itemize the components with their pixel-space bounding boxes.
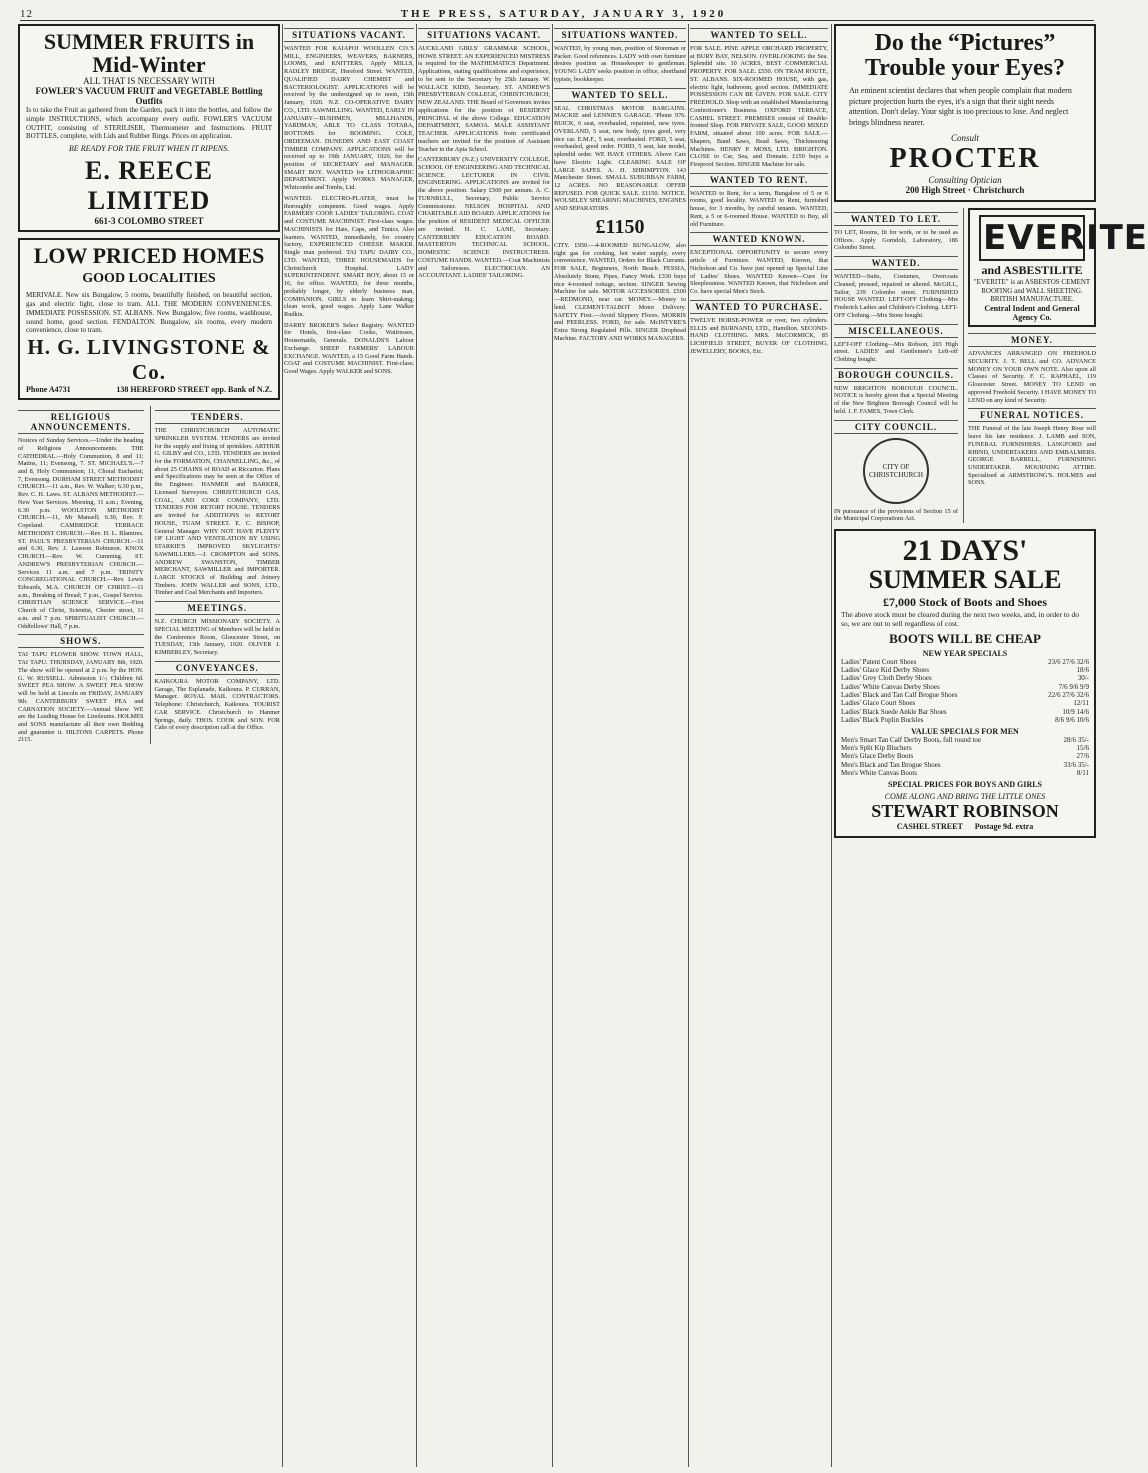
ad-title: 21 DAYS' (902, 534, 1028, 568)
borough-notices: NEW BRIGHTON BOROUGH COUNCIL. NOTICE is hereby given that a Special Meeting of the New Brighton Borough Council will be held. J. F. FAMES, Town Clerk. (834, 384, 958, 415)
situations-vacant-b: WANTED. ELECTRO-PLATER, must be thoroughly competent. Good wages. Apply FARMERS' COOP. LADIES' TAILORING. COAT and COSTUME MACHINIST. First-class wages. MACHINISTS for Hats, Caps, and Tunics. Also learners. WANTED, immediately, for country factory, EXPERIENCED CHEESE MAKER. Single man preferred. TAI TAPU DAIRY CO., LTD. WANTED, THREE HOUSEMAIDS for Christchurch Hospital. LADY SUPERINTENDENT. SMART BOY, about 15 or 16, for office. WANTED, for three months, probably longer, by elderly business man, COMPANION. GIRLS to learn Shirt-making; clean work, good wages. Apply Lane Walker Rudkin. (284, 194, 414, 318)
everite-ad (968, 208, 1148, 327)
ad-address: CASHEL STREET (896, 821, 963, 831)
section-heading: WANTED TO PURCHASE. (690, 300, 828, 314)
sale-item-price: 30/- (1077, 674, 1089, 683)
situations-vacant-c: DARBY BROKER'S Select Registry. WANTED for Hotels, first-class Cooks, Waitresses, Housemaids, Generals. DONALDS'S Labour Exchange. SHEEP FARMERS' LABOUR EXCHANGE. WANTED, a 15 Good Farm Hands. COAT and COSTUME MACHINIST. First-class; Good Wages. Apply WALKER and SONS. (284, 321, 414, 376)
funeral-notices: THE Funeral of the late Joseph Henry Rose will leave his late residence. J. LAMB and SON, FUNERAL FURNISHERS. LANGFORD and RHIND, UNDERTAKERS AND EMBALMERS. GEORGE BARRELL, FURNISHING UNDERTAKER. MOURNING ATTIRE. Specialised at ARMSTRONG'S. HOLMES and SONS. (968, 425, 1096, 487)
sale-item-row (841, 744, 1089, 752)
sale-item-name: Ladies' White Canvas Derby Shoes (841, 682, 940, 691)
ad-tagline: BE READY FOR THE FRUIT WHEN IT RIPENS. (68, 144, 230, 154)
sale-item-name: Ladies' Grey Cloth Derby Shoes (841, 674, 932, 683)
ad-subtitle: and ASBESTILITE (981, 262, 1083, 277)
ad-subtitle: ALL THAT IS NECESSARY WITH (83, 76, 215, 87)
ad-postage: Postage 9d. extra (974, 821, 1034, 831)
section-heading: MONEY. (968, 333, 1096, 347)
masthead-title: THE PRESS, SATURDAY, JANUARY 3, 1920 (400, 8, 727, 20)
tenders-notices: THE CHRISTCHURCH AUTOMATIC SPRINKLER SYSTEM. TENDERS are invited for the supply and fixing of sprinklers. ARTHUR G. GILBY and CO., LTD. TENDERS are invited for the FORMATION, CHANNELLING, &c., of about 25 CHAINS of ROAD at Riccarton. Plans and Specifications may be seen at the Office of the Engineer. HANMER and BARKER, Licensed Surveyors. CHRISTCHURCH GAS, COAL, AND COKE COMPANY, LTD. TENDERS FOR RETORT HOUSE. TENDERS are invited for ADDITIONS to RETORT HOUSE, TUAM STREET. E. C. BISHOP, General Manager. WHY NOT HAVE PLENTY OF LIGHT AND VENTILATION BY USING STARKIE'S IMPROVED SKYLIGHTS? SAWMILLERS.—J. CROMPTON and SONS. ANDREW SWANSTON, TIMBER MERCHANT, SAWMILLER and IMPORTER. LARGE STOCKS of Building and Joinery Timbers. JOHN WALLER and SONS, LTD., Timber and Coal Merchants and Importers. (154, 427, 280, 597)
ad-body: "EVERITE" is an ASBESTOS CEMENT ROOFING and WALL SHEETING. BRITISH MANUFACTURE. (973, 277, 1091, 304)
sale-item-price: 8/11 (1076, 769, 1089, 778)
men-items-list (841, 736, 1089, 778)
city-seal-icon (863, 438, 929, 504)
wanted-to-sell-c: FOR SALE. PINE APPLE ORCHARD PROPERTY, at BURY BAY, NELSON. OVERLOOKING the Sea. Splendid site. 10 ACRES, BEST COMMERCIAL PROPERTY. FOR SALE. £550. ON TRAM ROUTE, ST. ALBANS. SIX-ROOMED HOUSE, with gas, electric light, bathroom, good section. IMMEDIATE POSSESSION CAN BE GIVEN. FOR SALE. CITY FREEHOLD. Shop with an established Manufacturing Confectioner's Business. OXFORD TERRACE, CASHEL STREET. PREMISES consist of Double-fronted Shop. FOR PRIVATE SALE, GOOD MIXED FARM, situated about 100 acres. FOR SALE.—Shapers, Band Saws, Bead Saws, Thicknessing Machines. HENRY P. MOSS, LTD. BRIGHTON. CLOSE to Car, Sea, and Domain. £150 buys a Fireproof Section. SINGER Machine for sale. (690, 45, 828, 169)
sale-item-name: Men's Glace Derby Boots (841, 752, 914, 761)
sale-item-price: 15/6 (1076, 744, 1089, 753)
section-heading: MISCELLANEOUS. (834, 324, 958, 338)
sale-item-row (841, 683, 1089, 691)
sale-item-name: Ladies' Glace Kid Derby Shoes (841, 665, 929, 674)
sale-item-row (841, 699, 1089, 707)
situations-vacant-e: CANTERBURY (N.Z.) UNIVERSITY COLLEGE. SCHOOL OF ENGINEERING AND TECHNICAL SCIENCE. LECTURER IN CIVIL ENGINEERING. APPLICATIONS are invited for the above position. Salary £500 per annum. A. C. TURNBULL, Secretary, Public Service Commissioner. NELSON HOSPITAL AND CHARITABLE AID BOARD. APPLICATIONS for the position of RESIDENT MEDICAL OFFICER are invited. H. C. LANE, Secretary. CANTERBURY EDUCATION BOARD. MASTERTON TECHNICAL SCHOOL. DOMESTIC SCIENCE INSTRUCTRESS. COSTUME HANDS. WANTED.—Coat Machinists and Tailoresses. ELECTRICIAN. AN ACCOUNTANT. LADIES' TAILORING. (418, 156, 550, 280)
page-number: 12 (20, 8, 33, 20)
summer-fruits-ad (18, 24, 280, 232)
section-heading: FUNERAL NOTICES. (968, 408, 1096, 422)
sale-item-name: Ladies' Black Suede Ankle Bar Shoes (841, 707, 947, 716)
meetings-notices: N.Z. CHURCH MISSIONARY SOCIETY. A SPECIAL MEETING of Members will be held in the Conference Room, Gloucester Street, on TUESDAY, 13th January, 1920. OLIVER J. KIMBERLEY, Secretary. (154, 618, 280, 657)
column-4 (418, 24, 550, 1467)
sale-item-price: 8/6 9/6 10/6 (1055, 716, 1089, 725)
ad-body: MERIVALE. New six Bungalow, 5 rooms, beautifully finished, on beautiful section, gas and electric light, close to tram. ALL THE MODERN CONVENIENCES. IMMEDIATE POSSESSION. ST. ALBANS. New Bungalow, five rooms, washhouse, sound home, good section. FENDALTON. Bungalow, six rooms, every modern convenience, close to tram. (26, 291, 272, 335)
situations-vacant-a: WANTED FOR KAIAPOI WOOLLEN CO.'S MILL, ENGINEERS, WEAVERS, BARNERS, LOOMS, and KNITTERS. Apply MILLS, RADLEY BRIDGE, Hereford Street. WANTED, QUALIFIED DAIRY CHEMIST and BACTERIOLOGIST. APPLICATIONS will be received by the undersigned up to noon, 15th January, 1920. N.Z. CO-OPERATIVE DAIRY CO., LTD. SAWMILLING. WANTED, EARLY IN JANUARY—BUSHMEN, MILLHANDS, YARDMAN, ABLE TO CLASS TOTARA, BOTTOMS for BOOMING. COLE, ORDEEMAN. DUNEDIN AND EAST COAST TIMBER COMPANY. APPLICATIONS will be received up to 19th JANUARY, 1920, for the position of SECRETARY and MANAGER. SMART BOY. WANTED for LITHOGRAPHIC DEPARTMENT. Apply WORKS MANAGER, Whitcombe and Tombs, Ltd. (284, 45, 414, 192)
column-1 (18, 24, 280, 1467)
ad-title: SUMMER FRUITS in Mid-Winter (43, 29, 255, 78)
section-heading: SITUATIONS VACANT. (418, 28, 550, 42)
ad-brand: PROCTER (889, 142, 1041, 174)
wanted-to-let: TO LET, Rooms, fit for work, or to be used as Offices. Apply Gorndoli, Laboratory, 186 Colombo Street. (834, 228, 958, 252)
sale-item-row (841, 716, 1089, 724)
sale-item-name: Men's Split Kip Bluchers (841, 744, 912, 753)
sale-item-row (841, 666, 1089, 674)
column-rule (282, 24, 283, 1467)
everite-logo: EVERITE (979, 215, 1085, 261)
ad-tagline: COME ALONG AND BRING THE LITTLE ONES (884, 791, 1046, 801)
section-heading: CITY COUNCIL. (834, 420, 958, 434)
section-heading: WANTED KNOWN. (690, 232, 828, 246)
section-heading: WANTED TO SELL. (690, 28, 828, 42)
list-heading: SPECIAL PRICES FOR BOYS AND GIRLS (887, 779, 1043, 789)
list-heading: VALUE SPECIALS FOR MEN (911, 726, 1019, 736)
sale-item-row (841, 752, 1089, 760)
ad-agent: Central Indent and General Agency Co. (984, 304, 1080, 323)
price-display: £1150 (595, 215, 645, 238)
ad-body: Is to take the Fruit as gathered from the Garden, pack it into the bottles, and follow the simple INSTRUCTIONS, which accompany every outfit. FOWLER'S VACUUM OUTFIT, consisting of STERILISER, Thermometer and Instructions. FRUIT BOTTLES, complete, with Lids and Rubber Rings. Prices on application. (26, 106, 272, 141)
section-heading: RELIGIOUS ANNOUNCEMENTS. (18, 410, 144, 434)
section-heading: WANTED TO SELL. (554, 88, 686, 102)
situations-vacant-d: AUCKLAND GIRLS' GRAMMAR SCHOOL, HOWE STREET. AN EXPERIENCED MISTRESS is required for the MATHEMATICS Department. Applications, stating qualifications and experience, to be sent to the Secretary by 25th January. W. WALLACE KIDD, Secretary. ST. ANDREW'S PRESBYTERIAN COLLEGE, CHRISTCHURCH, NEW ZEALAND. THE Board of Governors invites applications for the position of RESIDENT PRINCIPAL of the above College. EDUCATION DEPARTMENT, SAMOA. MALE ASSISTANT TEACHER. APPLICATIONS from certificated teachers are invited for the position of Assistant Teacher in the Apia School. (418, 45, 550, 153)
ad-subtitle: GOOD LOCALITIES (82, 271, 216, 287)
procter-ad (834, 24, 1096, 202)
shows-notices: TAI TAPU FLOWER SHOW. TOWN HALL, TAI TAPU. THURSDAY, JANUARY 8th, 1920. The show will be opened at 2 p.m. by the HON. G. W. RUSSELL. Admission 1/-; Children 6d. SWEET PEA SHOW. A SWEET PEA SHOW will be held at Lincoln on FRIDAY, JANUARY 9th. CANTERBURY SWEET PEA and CARNATION SOCIETY.—Annual Show. WE are the Leading House for Linoleums. HOLMES and SONS manufacture all their own Bedding and guarantee it. HILTONS CARPETS. Phone 2115. (18, 651, 144, 744)
ad-title: LOW PRICED HOMES (33, 243, 265, 269)
section-heading: WANTED. (834, 256, 958, 270)
wanted-known: EXCEPTIONAL OPPORTUNITY to secure every article of Furniture. WANTED, Known, that Nicholson and Co. have just opened up Special Line of Ladies' Shoes. WANTED Known—Cure for Sleeplessness. WANTED Known, that Nicholson and Co. have special Men's Stock. (690, 249, 828, 296)
ad-subtitle: FOWLER'S VACUUM FRUIT and VEGETABLE Bottling Outfits (35, 86, 263, 107)
wanted-to-purchase: TWELVE HORSE-POWER or over, two cylinders. ELLIS and BURNAND, LTD., Hamilton. SECOND-HAND CLOTHING. MRS. McCORMICK, 85 LICHFIELD STREET, BUYER OF CLOTHING, JEWELLERY, BOOKS, Etc. (690, 316, 828, 355)
ad-title: Trouble your Eyes? (864, 55, 1066, 82)
sale-item-price: 12/11 (1073, 699, 1089, 708)
wanted-to-sell-b: CITY. £950.—4-ROOMED BUNGALOW, also right gas for cooking, hot water supply, every convenience. WANTED, Orders for Black Currants. FOR SALE, Beginners, North Beach. PESSIA, Absolutely Stone, Pipes, Fancy Work. £330 buys nice 4-roomed cottage, section. SINGER Sewing Machine for sale. MOTOR ACCESSORIES. £500—REDMOND, near car. MONEY.—Money to lend. CLEMENT-TALBOT Motor Delivery. SAFETY First.—Avoid Slippery Floors. MORRIS and PEERLESS. FORD, for sale. McINTYRE'S Extra Strong Regulated Pills. SINGER Drophead Machine. FACTORY AND WORKS MANAGERS. (554, 241, 686, 342)
sale-item-row (841, 658, 1089, 666)
column-rule (831, 24, 832, 1467)
sale-item-price: 7/6 9/6 9/9 (1058, 682, 1089, 691)
column-rule (552, 24, 553, 1467)
wanted-to-sell-a: SEAL CHRISTMAS MOTOR BARGAINS. MACKIE and LENNIE'S GARAGE. 'Phone 976. BUICK, 6 seat, overhauled, repainted, new tyres. OVERLAND, 5 seat, new body, tyres good, very nice car. E.M.F., 5 seat, overhauled. FORD, 5 seat, overhauled, good order. FORD, 5 seat, late model, splendid order. WE HAVE OTHERS. Above Cars have Electric Light. CLEARING SALE OF LARGE SAFES. A. H. SHRIMPTON. 143 Manchester Street. SMALL SUBURBAN FARM, 12 ACRES. NO REASONABLE OFFER REFUSED. FOR QUICK SALE. £1150. NOTICE. WOLSELEY SHEARING MACHINES, ENGINES AND SEPARATORS. (554, 104, 686, 213)
list-heading: NEW YEAR SPECIALS (922, 648, 1008, 658)
column-rule (688, 24, 689, 1467)
column-rule (416, 24, 417, 1467)
ad-consult: Consult (950, 132, 979, 143)
sale-item-name: Ladies' Patent Court Shoes (841, 657, 917, 666)
sale-item-name: Ladies' Glace Court Shoes (841, 699, 916, 708)
sale-item-price: 33/6 35/- (1063, 760, 1089, 769)
sale-item-name: Men's Black and Tan Brogue Shoes (841, 760, 941, 769)
ad-title: Do the “Pictures” (874, 30, 1056, 56)
sale-item-row (841, 761, 1089, 769)
city-notices: IN pursuance of the provisions of Section 15 of the Municipal Corporations Act. (834, 507, 958, 523)
sale-item-price: 22/6 27/6 32/6 (1048, 691, 1089, 700)
section-heading: SITUATIONS WANTED. (554, 28, 686, 42)
ad-title: SUMMER SALE (868, 565, 1062, 595)
sale-item-price: 18/6 (1076, 665, 1089, 674)
sale-item-row (841, 736, 1089, 744)
sale-item-price: 28/6 35/- (1063, 735, 1089, 744)
wanted-to-rent: WANTED to Rent, for a term, Bungalow of 5 or 6 rooms, good locality. WANTED to Rent, furnished house, for 3 months, by careful tenants. WANTED, Rent, a 5 or 6-roomed House. WANTED to Buy, all old Furniture. (690, 189, 828, 228)
sale-item-price: 23/6 27/6 32/6 (1048, 657, 1089, 666)
conveyances-notices: KAIKOURA MOTOR COMPANY, LTD. Garage, The Esplanade, Kaikoura. P. CURRAN, Manager. ROYAL MAIL CONTRACTORS. Telephone: Christchurch, Kaikoura. TOURIST CAR SERVICE. Christchurch to Hanmer Springs, daily. THOS. COOK and SON. FOR Cabs of every description call at the Office. (154, 677, 280, 732)
ad-headline: BOOTS WILL BE CHEAP (889, 630, 1041, 646)
ad-brand: E. REECE LIMITED (85, 156, 213, 216)
ad-address: 661-3 COLOMBO STREET (94, 216, 204, 227)
seal-label: CITY OF CHRISTCHURCH (868, 462, 924, 479)
section-heading: TENDERS. (155, 410, 281, 424)
low-priced-homes-ad (18, 238, 280, 400)
section-heading: SHOWS. (18, 634, 144, 648)
sale-item-price: 10/9 14/6 (1062, 707, 1089, 716)
ad-body: The above stock must be cleared during the next two weeks, and, in order to do so, we are out to sell regardless of cost. (841, 609, 1080, 629)
section-heading: MEETINGS. (155, 601, 281, 615)
religious-notices: Notices of Sunday Services.—Under the heading of Religious Announcements. THE CATHEDRAL.—Holy Communion, 8 and 11; Matins, 11; Evensong, 7. ST. MICHAEL'S.—7 and 8, Holy Communion; 11, Choral Eucharist; 7, Evensong. DURHAM STREET METHODIST CHURCH.—11 a.m., Rev. W. Walker; 6.30 p.m., Rev. C. H. Laws. ST. ALBANS METHODIST.—New Year Services. Morning, 11 a.m.; Evening, 6.30 p.m. WOOLSTON METHODIST CHURCH.—11, Mr Mansell; 6.30, Rev. F. Copeland. CAMBRIDGE TERRACE METHODIST CHURCH.—Rev. H. L. Blamires. ST. PAUL'S PRESBYTERIAN CHURCH.—11 and 6.30, Rev. J. Lawson Robinson. KNOX CHURCH.—Rev. W. Cumming. ST. ANDREW'S PRESBYTERIAN CHURCH.—Services 11 a.m. and 7 p.m. TRINITY CONGREGATIONAL CHURCH.—Rev. Lewis Edwards, M.A. CHURCH OF CHRIST.—11 a.m., Breaking of Bread; 7 p.m., Gospel Service. CHRISTIAN SCIENCE SERVICE.—First Church of Christ, Scientist, Chester street, 11 a.m. and 7 p.m. SPIRITUALIST CHURCH.—Oddfellows' Hall, 7 p.m. (18, 437, 144, 630)
sale-item-row (841, 674, 1089, 682)
ad-role: Consulting Optician (928, 174, 1002, 185)
situations-wanted: WANTED, by young man, position of Storeman or Packer. Good references. LADY with own furniture desires position as Housekeeper to gentleman. YOUNG LADY seeks position in office, shorthand typiste, bookkeeper. (554, 45, 686, 83)
sale-items-list (841, 658, 1089, 725)
ad-body: An eminent scientist declares that when people complain that modern picture projection hurts the eyes, it's a sign that their sight needs attention. Don't delay. Your sight is too precious to lose. And neglect brings blindness nearer. (849, 86, 1072, 127)
ad-phone: Phone A4731 (26, 385, 71, 395)
summer-sale-ad (834, 529, 1096, 837)
column-7 (834, 24, 1148, 1467)
ad-address: 200 High Street · Christchurch (905, 184, 1025, 195)
sale-item-row (841, 691, 1089, 699)
ad-brand: STEWART ROBINSON (871, 800, 1059, 821)
section-heading: SITUATIONS VACANT. (284, 28, 414, 42)
masthead (20, 4, 1094, 21)
sale-item-name: Ladies' Black Poplin Buckles (841, 716, 924, 725)
column-5 (554, 24, 686, 1467)
column-6 (690, 24, 828, 1467)
sale-item-name: Men's White Canvas Boots (841, 769, 917, 778)
sale-item-name: Men's Smart Tan Calf Derby Boots, full round toe (841, 735, 982, 744)
ad-address: 138 HEREFORD STREET opp. Bank of N.Z. (116, 385, 272, 395)
ad-brand: H. G. LIVINGSTONE & Co. (27, 335, 271, 385)
section-heading: CONVEYANCES. (155, 661, 281, 675)
sale-item-price: 27/6 (1076, 752, 1089, 761)
sale-item-row (841, 708, 1089, 716)
misc-notices: LEFT-OFF Clothing—Mrs Robson, 203 High street. LADIES' and Gentlemen's Left-off Clothing bought. (834, 340, 958, 364)
column-3 (284, 24, 414, 1467)
ad-subtitle: £7,000 Stock of Boots and Shoes (882, 594, 1048, 609)
section-heading: BOROUGH COUNCILS. (834, 368, 958, 382)
section-heading: WANTED TO RENT. (690, 173, 828, 187)
section-heading: WANTED TO LET. (834, 212, 958, 226)
wanted-notices: WANTED—Suits, Costumes, Overcoats Cleaned, pressed, repaired or altered. McGILL, Tailor, 239 Colombo street. FURNISHED HOUSE WANTED. LEFT-OFF Clothing—Mrs Frederick Ladies and Children's Clothing. LEFT-OFF Clothing.—Mrs Stone bought. (834, 273, 958, 319)
sale-item-row (841, 769, 1089, 777)
money-notices: ADVANCES ARRANGED ON FREEHOLD SECURITY. J. T. BELL and CO. ADVANCE MONEY ON YOUR OWN NOTE. Also upon all Classes of Security. F. C. RAPHAEL, 119 Gloucester Street. MONEY TO LEND on approved Freehold Security. I HAVE MONEY TO LEND on any kind of Security. (968, 350, 1096, 404)
sale-item-name: Ladies' Black and Tan Calf Brogue Shoes (841, 691, 958, 700)
